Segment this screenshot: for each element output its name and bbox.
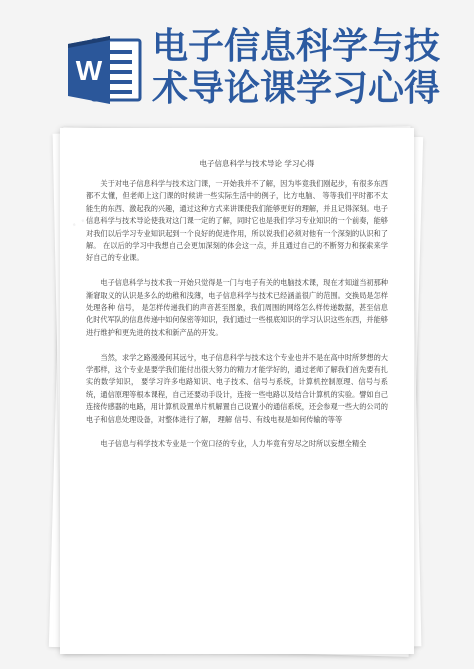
document-body xyxy=(86,178,388,463)
header xyxy=(0,0,474,118)
paragraph: 电子信息科学与技术我一开始只觉得是一门与电子有关的电脑技术课，现在才知道当初那种渐窘取义的认识是多么的幼稚和浅薄，电子信息科学与技术已经涵盖很广的范围。交换局是怎样处理各种 信号， 是怎样传递我们的声音甚至图象，我们周围的网络怎么样传递数据，甚至信息化时代军队的信息传递中如何保密等知识，我们通过一些根底知识的学习认识这些东西，并能够进行维护和更先进的技术和新产品的开发。 xyxy=(86,278,388,337)
paragraph: 电子信息与科学技术专业是一个宽口径的专业，人力毕竟有穷尽之时所以妄想全精全 xyxy=(100,439,367,449)
logo-letter: W xyxy=(75,55,103,86)
title-line-1: 电子信息科学与技 xyxy=(152,26,441,67)
paragraph: 当然，求学之路漫漫何其远兮，电子信息科学与技术这个专业也并不是在高中时所梦想的大学那样，这个专业是要学我们能付出很大努力的精力才能学好的，通过老师了解我们首先要有扎实的数学知识， 要学习许多电路知识、电子技术、信号与系统，计算机控制原理、信号与系统，通信原理等根本课程，自己还要动手设计，连接一些电路以及结合计算机的实验。譬如自己连接传感器的电路，用计算机设置单片机解置自己设置小的通信系统，还会参观一些大的公司的电子和信息处理设备，对整体进行了解， 理解 信号、有线电视是如何传输的等等 xyxy=(86,352,388,424)
title-line-2: 术导论课学习心得 xyxy=(152,68,441,109)
page-title xyxy=(152,26,470,110)
paragraph: 关于对电子信息科学与技术这门课，一开始我并不了解，因为毕竟我们刚起步，有很多东西都不太懂，但老师上这门课的时候讲一些实际生活中的例子，比方电脑、 等等我们平时都不太能生的东西、激起我的兴趣，通过这种方式来讲课使我们能够更好的理解，并且记得深刻。电子信息科学与技术导论使我对这门课一定的了解，同时它也是我们学习专业知识的一个前奏，能够对我们以后学习专业知识起到一个良好的促进作用，所以说我们必须对他有一个深刻的认识和了解。 在以后的学习中我想自己会更加深刻的体会这一点，并且通过自己的不断努力和探索来学好自己的专业课。 xyxy=(86,179,388,263)
document-page xyxy=(60,128,414,654)
word-document-icon xyxy=(66,30,144,110)
document-title: 电子信息科学与技术导论 学习心得 xyxy=(199,159,315,168)
watermark: · · · · · · xyxy=(69,197,123,234)
